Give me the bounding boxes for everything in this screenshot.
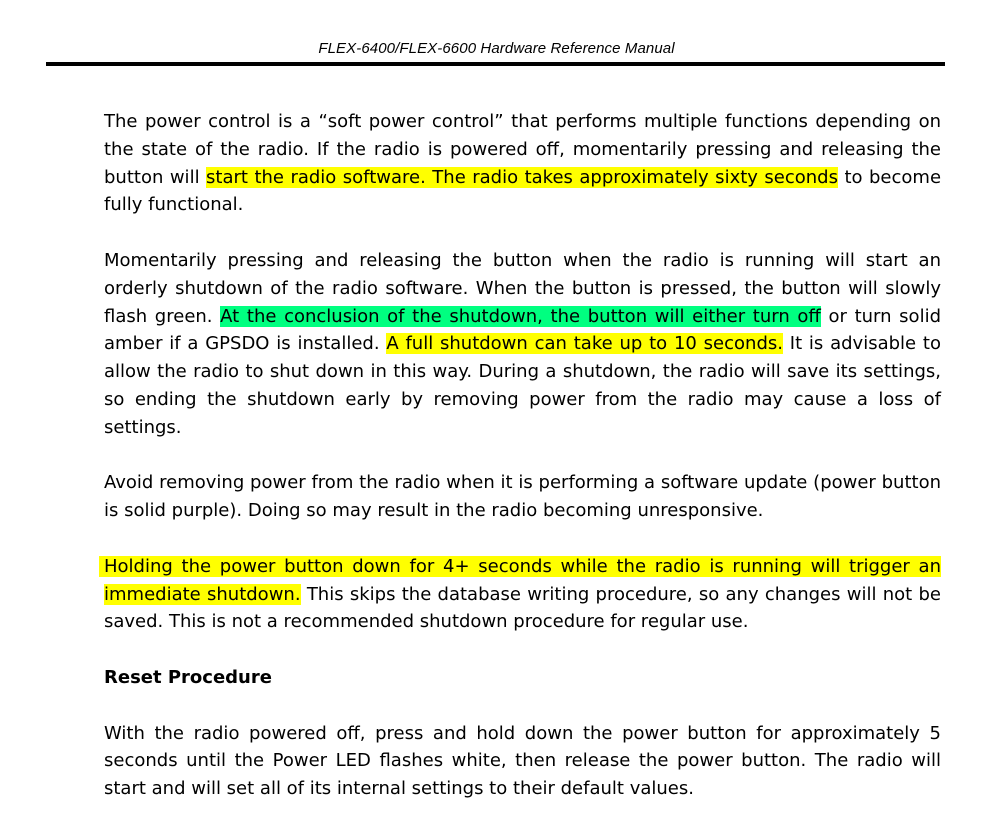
paragraph-text: It is advisable to allow the radio to shut down in this way. During a shutdown, the radio will save its settings, so ending the shutdown early by removing power from the radio may cause a loss of settings.: [104, 333, 941, 438]
paragraph-text: Avoid removing power from the radio when it is performing a software update (power button is solid purple). Doing so may result in the radio becoming unresponsive.: [104, 472, 941, 522]
header-rule: [46, 62, 945, 66]
paragraph-text: With the radio powered off, press and hold down the power button for approximately 5 seconds until the Power LED flashes white, then release the power button. The radio will start and will set all of its internal settings to their default values.: [104, 722, 941, 800]
paragraph-text: to become fully functional.: [104, 166, 942, 216]
highlight-shutdown-conclusion: At the conclusion of the shutdown, the button will either turn off: [220, 305, 821, 327]
paragraph-text: The power control is a “soft power control” that performs multiple functions depending on the state of the radio. If the radio is powered off, momentarily pressing and releasing the button will: [104, 111, 941, 188]
paragraph-reset: [104, 720, 941, 803]
paragraph-soft-power: [104, 108, 941, 219]
paragraph-text: Momentarily pressing and releasing the button when the radio is running will start an orderly shutdown of the radio software. When the button is pressed, the button will slowly flash green.: [104, 249, 941, 327]
section-heading-reset: Reset Procedure: [104, 666, 272, 688]
paragraph-software-update: [104, 469, 941, 525]
highlight-startup: start the radio software. The radio takes approximately sixty seconds: [206, 166, 838, 188]
paragraph-text: or turn solid amber if a GPSDO is installed.: [104, 305, 941, 355]
paragraph-shutdown: [104, 247, 941, 442]
highlight-immediate-shutdown: Holding the power button down for 4+ seconds while the radio is running will trigger an immediate shutdown.: [104, 555, 941, 605]
highlight-shutdown-duration: A full shutdown can take up to 10 seconds.: [386, 333, 783, 355]
paragraph-immediate-shutdown: [104, 553, 941, 636]
document-body: [104, 108, 941, 803]
paragraph-text: This skips the database writing procedure, so any changes will not be saved. This is not a recommended shutdown procedure for regular use.: [104, 583, 941, 633]
page-header: FLEX-6400/FLEX-6600 Hardware Reference Manual: [318, 40, 675, 57]
